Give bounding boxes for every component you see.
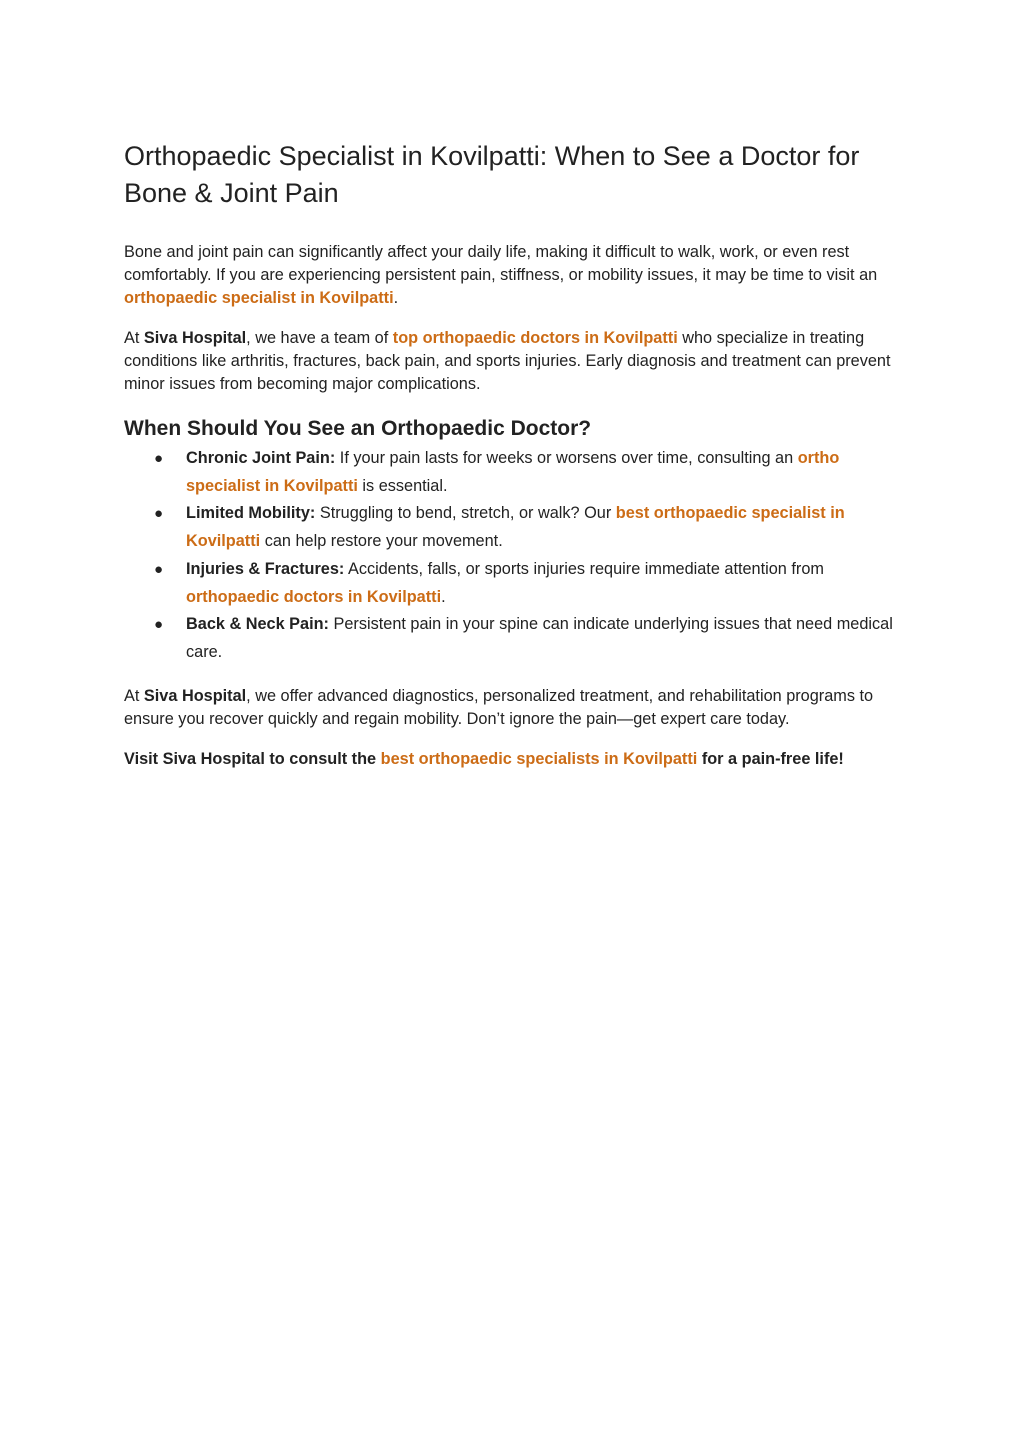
list-item-end: is essential. bbox=[357, 476, 448, 495]
document-body bbox=[124, 138, 904, 771]
list-item bbox=[124, 611, 904, 666]
list-item-text: Accidents, falls, or sports injuries require immediate attention from bbox=[344, 559, 824, 578]
services-text-end: , we offer advanced diagnostics, personalized treatment, and rehabilitation programs to ensure you recover quickly and regain mobility. Don’t ignore the pain—get expert care today. bbox=[124, 686, 874, 728]
list-item bbox=[124, 500, 904, 555]
team-text-mid: , we have a team of bbox=[246, 329, 393, 347]
list-item-label: Chronic Joint Pain: bbox=[186, 449, 336, 467]
link-top-orthopaedic-doctors[interactable]: top orthopaedic doctors in Kovilpatti bbox=[392, 329, 678, 347]
services-paragraph bbox=[124, 685, 904, 731]
bullet-icon: ● bbox=[154, 616, 164, 634]
section-heading: When Should You See an Orthopaedic Doctor? bbox=[124, 417, 592, 440]
bullet-icon: ● bbox=[154, 450, 164, 467]
bullet-icon: ● bbox=[154, 560, 164, 578]
link-best-orthopaedic-specialists[interactable]: best orthopaedic specialists in Kovilpatti bbox=[380, 749, 698, 768]
intro-end: . bbox=[393, 289, 399, 307]
cta-text-start: Visit Siva Hospital to consult the bbox=[124, 749, 381, 768]
list-item-end: can help restore your movement. bbox=[260, 532, 503, 551]
list-item bbox=[124, 445, 904, 500]
call-to-action bbox=[124, 748, 904, 771]
cta-text-end: for a pain-free life! bbox=[697, 749, 844, 768]
bullet-icon: ● bbox=[154, 505, 164, 523]
link-orthopaedic-doctors[interactable]: orthopaedic doctors in Kovilpatti bbox=[186, 587, 442, 606]
intro-paragraph bbox=[124, 241, 904, 310]
team-paragraph bbox=[124, 327, 904, 396]
intro-text: Bone and joint pain can significantly affect your daily life, making it difficult to walk, work, or even rest comfortably. If you are experiencing persistent pain, stiffness, or mobility issues, it may be time to visit an bbox=[124, 243, 878, 284]
list-item-label: Injuries & Fractures: bbox=[186, 559, 345, 578]
list-item-text: Persistent pain in your spine can indicate underlying issues that need medical care. bbox=[186, 615, 893, 661]
hospital-name: Siva Hospital bbox=[143, 686, 247, 705]
team-text-start: At bbox=[124, 329, 144, 347]
list-item-label: Back & Neck Pain: bbox=[186, 615, 329, 634]
list-item-text: If your pain lasts for weeks or worsens over time, consulting an bbox=[335, 449, 798, 467]
link-orthopaedic-specialist[interactable]: orthopaedic specialist in Kovilpatti bbox=[124, 289, 394, 307]
hospital-name: Siva Hospital bbox=[143, 329, 247, 347]
list-item bbox=[124, 556, 904, 611]
page-title: Orthopaedic Specialist in Kovilpatti: When to See a Doctor for Bone & Joint Pain bbox=[124, 141, 860, 208]
list-item-text: Struggling to bend, stretch, or walk? Our bbox=[315, 504, 616, 523]
list-item-label: Limited Mobility: bbox=[186, 504, 316, 523]
symptom-list bbox=[124, 445, 904, 667]
team-text-end: who specialize in treating conditions like arthritis, fractures, back pain, and sports injuries. Early diagnosis and treatment can prevent minor issues from becoming major complications. bbox=[124, 329, 891, 393]
list-item-end: . bbox=[441, 587, 446, 606]
link-best-orthopaedic-specialist[interactable]: best orthopaedic specialist in Kovilpatti bbox=[186, 504, 845, 551]
services-text-start: At bbox=[124, 686, 144, 705]
link-ortho-specialist[interactable]: ortho specialist in Kovilpatti bbox=[186, 449, 840, 495]
